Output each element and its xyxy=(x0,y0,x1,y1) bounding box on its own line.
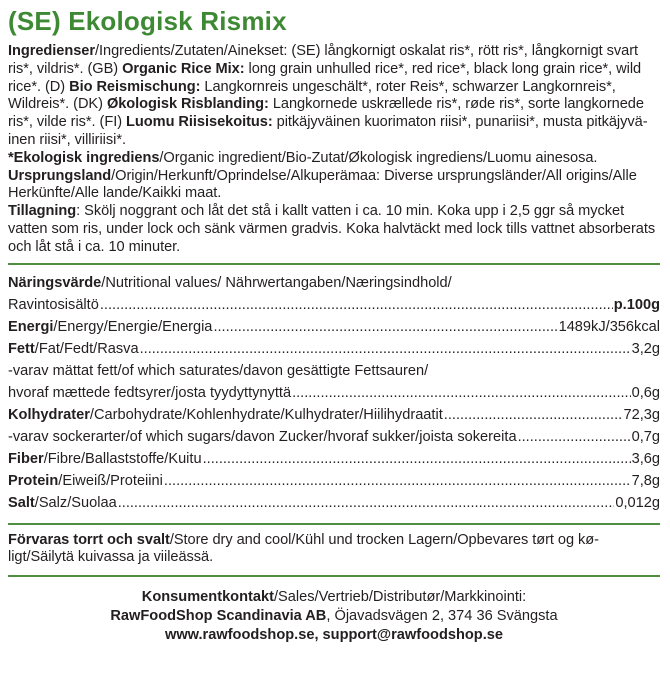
ingredients-dk-label: Økologisk Risblanding: xyxy=(106,96,269,113)
energy-text: /Energy/Energie/Energia xyxy=(53,318,213,335)
nutrition-row-saturates xyxy=(8,382,660,404)
fiber-value: 3,6g xyxy=(631,450,660,467)
contact-label-text: /Sales/Vertrieb/Distributør/Markkinointi: xyxy=(273,589,527,606)
dot-leader xyxy=(518,426,631,448)
nutrition-row-fiber xyxy=(8,448,660,470)
ingredients-label: Ingredienser xyxy=(8,43,95,59)
nutrition-header-line2: Ravintosisältö xyxy=(8,296,99,313)
contact-label: Konsumentkontakt xyxy=(141,589,274,606)
per100g-value: p.100g xyxy=(613,296,660,313)
nutrition-row-salt xyxy=(8,492,660,514)
fiber-label: Fiber xyxy=(8,450,44,467)
ingredients-gb-text: long grain unhulled rice*, red rice*, black long grain rice*, wild rice*. (D) xyxy=(8,60,642,95)
company-name: RawFoodShop Scandinavia AB xyxy=(110,608,327,625)
dot-leader xyxy=(444,404,623,426)
ingredients-fi-label: Luomu Riisisekoitus: xyxy=(126,114,273,131)
salt-text: /Salz/Suolaa xyxy=(34,494,117,511)
ingredients-dk-text: Langkornede uskrællede ris*, røde ris*, sorte langkornede ris*, vilde ris*. (FI) xyxy=(8,96,644,131)
nutrition-row-sugars xyxy=(8,426,660,448)
ingredients-gb-label: Organic Rice Mix: xyxy=(122,60,245,77)
nutrition-row-energy xyxy=(8,316,660,338)
company-address: , Öjavadsvägen 2, 374 36 Svängsta xyxy=(326,608,558,625)
saturates-line2: hvoraf mættede fedtsyrer/josta tyydyttynyttä xyxy=(8,384,292,401)
dot-leader xyxy=(118,492,615,514)
dot-leader xyxy=(140,338,631,360)
nutrition-header-text: /Nutritional values/ Nährwertangaben/Næringsindhold/ xyxy=(101,274,452,291)
origin-paragraph xyxy=(8,168,660,204)
storage-paragraph xyxy=(8,532,660,568)
dot-leader xyxy=(100,294,613,316)
carb-label: Kolhydrater xyxy=(8,406,90,423)
product-title: (SE) Ekologisk Rismix xyxy=(8,6,287,36)
nutrition-header xyxy=(8,272,660,294)
ingredients-de-text: Langkornreis ungeschält*, roter Reis*, schwarzer Langkornreis*, Wildreis*. (DK) xyxy=(8,78,616,113)
storage-text: /Store dry and cool/Kühl und trocken Lagern/Opbevares tørt og køligt/Säilytä kuivassa ja viileässä. xyxy=(8,531,600,566)
nutrition-row-fat xyxy=(8,338,660,360)
fiber-text: /Fibre/Ballaststoffe/Kuitu xyxy=(43,450,202,467)
nutrition-header-label: Näringsvärde xyxy=(8,274,102,291)
carb-value: 72,3g xyxy=(623,406,660,423)
organic-label: *Ekologisk ingrediens xyxy=(8,149,160,166)
contact-line2 xyxy=(8,607,660,626)
energy-label: Energi xyxy=(8,318,54,335)
saturates-value: 0,6g xyxy=(631,384,660,401)
dot-leader xyxy=(213,316,557,338)
origin-label: Ursprungsland xyxy=(8,167,112,184)
ingredients-se-text: /Ingredients/Zutaten/Ainekset: (SE) långkornigt oskalat ris*, rött ris*, långkornigt svart ris*, vildris*. (GB) xyxy=(8,43,639,77)
fat-value: 3,2g xyxy=(631,340,660,357)
ingredients-fi-text: pitkäjyväinen kuorimaton riisi*, punariisi*, musta pitkäjyväinen riisi*, villiriisi*. xyxy=(8,114,648,148)
protein-text: /Eiweiß/Proteiini xyxy=(58,472,163,489)
dot-leader xyxy=(203,448,631,470)
contact-line1 xyxy=(8,588,660,607)
protein-value: 7,8g xyxy=(631,472,660,489)
dot-leader xyxy=(164,470,631,492)
contact-block xyxy=(8,588,660,645)
nutrition-table xyxy=(8,272,660,514)
carb-text: /Carbohydrate/Kohlenhydrate/Kulhydrater/Hiilihydraatit xyxy=(89,406,443,423)
dot-leader xyxy=(292,382,631,404)
sugar-value: 0,7g xyxy=(631,428,660,445)
nutrition-row-carbohydrate xyxy=(8,404,660,426)
divider xyxy=(8,575,660,577)
divider xyxy=(8,263,660,265)
protein-label: Protein xyxy=(8,472,59,489)
ingredients-paragraph xyxy=(8,43,660,150)
preparation-label: Tillagning xyxy=(8,203,77,220)
organic-text: /Organic ingredient/Bio-Zutat/Økologisk ingrediens/Luomu ainesosa. xyxy=(159,149,598,166)
divider xyxy=(8,523,660,525)
origin-text: /Origin/Herkunft/Oprindelse/Alkuperämaa: Diverse ursprungsländer/All origins/Alle Herkünfte/Alle lande/Kaikki maat. xyxy=(8,167,637,202)
salt-label: Salt xyxy=(8,494,35,511)
preparation-paragraph xyxy=(8,203,660,256)
nutrition-row-protein xyxy=(8,470,660,492)
sugar-text: -varav sockerarter/of which sugars/davon Zucker/hvoraf sukker/joista sokereita xyxy=(8,428,517,445)
storage-label: Förvaras torrt och svalt xyxy=(8,531,170,548)
preparation-text: : Skölj noggrant och låt det stå i kallt vatten i ca. 10 min. Koka upp i 2,5 ggr så mycket vatten som ris, under lock och sänk värmen gradvis. Koka halvtäckt med lock tills vattnet absorberats och låt stå i ca. 10 minuter. xyxy=(8,203,656,255)
energy-value: 1489kJ/356kcal xyxy=(558,318,660,335)
organic-note xyxy=(8,150,660,168)
contact-web-email[interactable]: www.rawfoodshop.se, support@rawfoodshop.se xyxy=(164,627,503,644)
saturates-line1: -varav mättat fett/of which saturates/davon gesättigte Fettsauren/ xyxy=(8,362,429,379)
fat-label: Fett xyxy=(8,340,35,357)
fat-text: /Fat/Fedt/Rasva xyxy=(34,340,139,357)
ingredients-de-label: Bio Reismischung: xyxy=(69,78,201,95)
nutrition-row-per100g xyxy=(8,294,660,316)
salt-value: 0,012g xyxy=(615,494,660,511)
